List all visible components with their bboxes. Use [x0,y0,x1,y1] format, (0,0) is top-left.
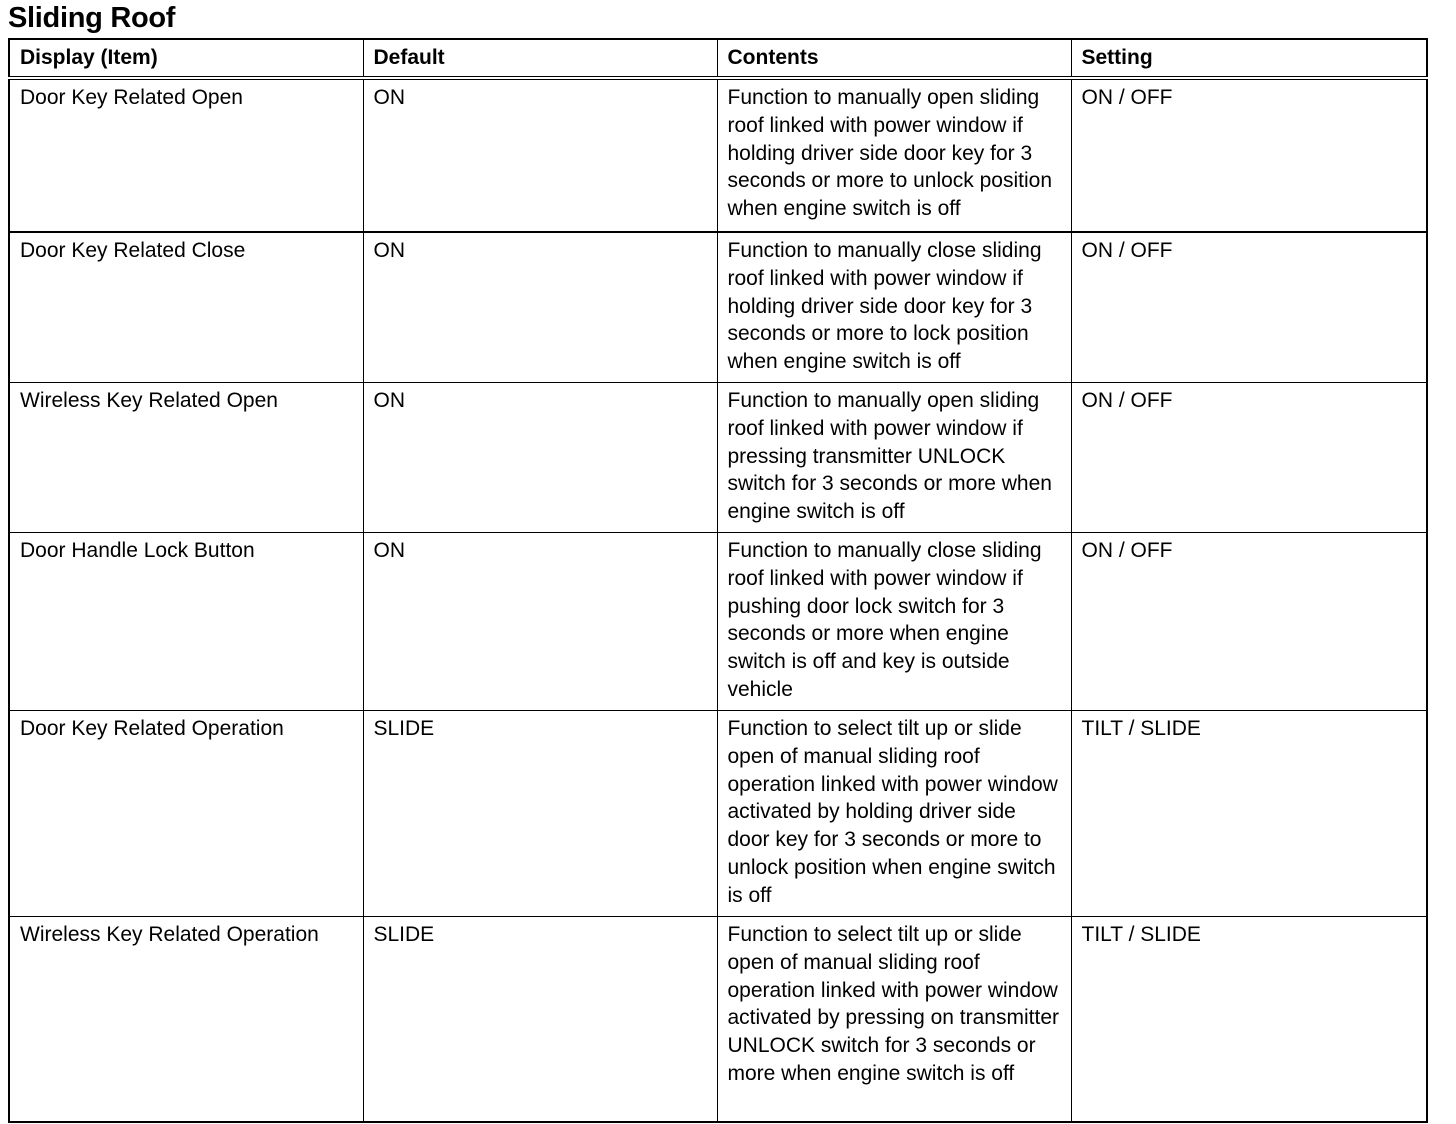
table-row [9,383,1427,533]
table-row [9,917,1427,1123]
cell-contents: Function to manually open sliding roof linked with power window if pressing transmitter UNLOCK switch for 3 seconds or more when engine switch is off [717,383,1071,533]
cell-setting: ON / OFF [1071,232,1427,383]
cell-default: SLIDE [363,711,717,917]
table-row [9,232,1427,383]
cell-item: Door Key Related Operation [9,711,363,917]
header-contents: Contents [717,39,1071,78]
cell-item: Wireless Key Related Open [9,383,363,533]
header-setting: Setting [1071,39,1427,78]
cell-setting: ON / OFF [1071,383,1427,533]
table-row [9,711,1427,917]
cell-item: Door Key Related Open [9,78,363,232]
settings-table [8,38,1428,1123]
cell-default: ON [363,232,717,383]
cell-setting: TILT / SLIDE [1071,917,1427,1123]
cell-contents: Function to select tilt up or slide open of manual sliding roof operation linked with power window activated by holding driver side door key for 3 seconds or more to unlock position when engine switch is off [717,711,1071,917]
cell-default: SLIDE [363,917,717,1123]
cell-contents: Function to select tilt up or slide open of manual sliding roof operation linked with power window activated by pressing on transmitter UNLOCK switch for 3 seconds or more when engine switch is off [717,917,1071,1123]
table-header-row [9,39,1427,78]
cell-contents: Function to manually open sliding roof linked with power window if holding driver side door key for 3 seconds or more to unlock position when engine switch is off [717,78,1071,232]
table-row [9,533,1427,711]
cell-contents: Function to manually close sliding roof linked with power window if holding driver side door key for 3 seconds or more to lock position when engine switch is off [717,232,1071,383]
cell-item: Wireless Key Related Operation [9,917,363,1123]
cell-setting: ON / OFF [1071,533,1427,711]
cell-default: ON [363,533,717,711]
cell-setting: TILT / SLIDE [1071,711,1427,917]
cell-item: Door Handle Lock Button [9,533,363,711]
cell-contents: Function to manually close sliding roof linked with power window if pushing door lock switch for 3 seconds or more when engine switch is off and key is outside vehicle [717,533,1071,711]
table-row [9,78,1427,232]
page-title: Sliding Roof [8,2,176,34]
header-default: Default [363,39,717,78]
cell-setting: ON / OFF [1071,78,1427,232]
cell-default: ON [363,383,717,533]
header-display-item: Display (Item) [9,39,363,78]
cell-item: Door Key Related Close [9,232,363,383]
cell-default: ON [363,78,717,232]
